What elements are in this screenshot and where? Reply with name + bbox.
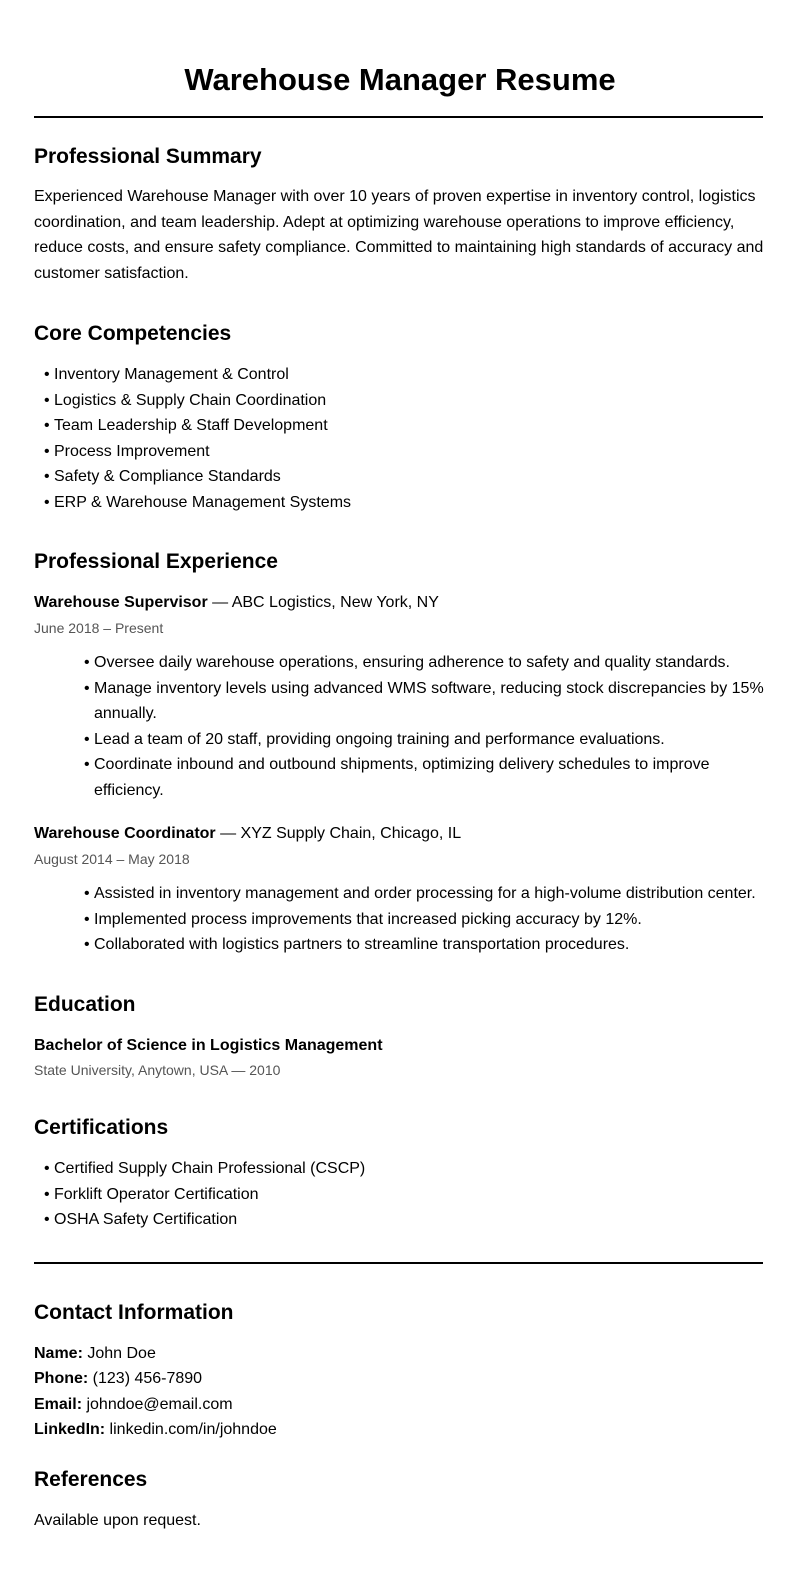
- job-dates: August 2014 – May 2018: [34, 851, 190, 867]
- contact-linkedin-value: linkedin.com/in/johndoe: [105, 1421, 277, 1438]
- list-item: • Forklift Operator Certification: [44, 1182, 744, 1208]
- contact-heading: Contact Information: [34, 1301, 234, 1324]
- list-item: • Team Leadership & Staff Development: [44, 413, 744, 439]
- list-item: • OSHA Safety Certification: [44, 1207, 744, 1233]
- contact-phone-value: (123) 456-7890: [88, 1370, 203, 1387]
- list-item: • Assisted in inventory management and order processing for a high-volume distribution center.: [84, 881, 774, 907]
- list-item: • Manage inventory levels using advanced WMS software, reducing stock discrepancies by 15% annually.: [84, 676, 764, 727]
- job-role: Warehouse Coordinator: [34, 825, 216, 842]
- page-title: Warehouse Manager Resume: [184, 62, 616, 97]
- contact-phone: [34, 1367, 202, 1391]
- education-degree: Bachelor of Science in Logistics Management: [34, 1037, 383, 1054]
- top-divider: [34, 116, 763, 118]
- summary-text: Experienced Warehouse Manager with over 10 years of proven expertise in inventory control, logistics coordination, and team leadership. Adept at optimizing warehouse operations to improve efficiency, reduce costs, and ensure safety compliance. Committed to maintaining high standards of accuracy and customer satisfaction.: [34, 188, 764, 282]
- list-item: • Implemented process improvements that increased picking accuracy by 12%.: [84, 907, 774, 933]
- job-company: — ABC Logistics, New York, NY: [207, 594, 439, 611]
- contact-phone-label: Phone:: [34, 1370, 89, 1387]
- certifications-heading: Certifications: [34, 1116, 169, 1139]
- list-item: • Oversee daily warehouse operations, ensuring adherence to safety and quality standards.: [84, 650, 764, 676]
- job-title: [34, 822, 461, 846]
- job-title: [34, 591, 439, 615]
- contact-email-value: johndoe@email.com: [82, 1396, 233, 1413]
- education-school: State University, Anytown, USA — 2010: [34, 1062, 281, 1078]
- job-role: Warehouse Supervisor: [34, 594, 208, 611]
- summary-heading: Professional Summary: [34, 145, 262, 168]
- competencies-heading: Core Competencies: [34, 322, 232, 345]
- job-bullets: [84, 881, 774, 958]
- contact-email-label: Email:: [34, 1396, 83, 1413]
- competencies-list: [44, 362, 744, 515]
- list-item: • ERP & Warehouse Management Systems: [44, 490, 744, 516]
- list-item: • Safety & Compliance Standards: [44, 464, 744, 490]
- references-heading: References: [34, 1468, 148, 1491]
- job-bullets: [84, 650, 764, 803]
- references-text: Available upon request.: [34, 1512, 201, 1529]
- list-item: • Lead a team of 20 staff, providing ongoing training and performance evaluations.: [84, 727, 764, 753]
- list-item: • Inventory Management & Control: [44, 362, 744, 388]
- contact-name: [34, 1342, 156, 1366]
- list-item: • Collaborated with logistics partners to streamline transportation procedures.: [84, 932, 774, 958]
- contact-divider: [34, 1262, 763, 1264]
- contact-name-label: Name:: [34, 1345, 83, 1362]
- contact-email: [34, 1393, 233, 1417]
- list-item: • Process Improvement: [44, 439, 744, 465]
- job-dates: June 2018 – Present: [34, 620, 164, 636]
- contact-linkedin: [34, 1418, 277, 1442]
- list-item: • Logistics & Supply Chain Coordination: [44, 388, 744, 414]
- experience-heading: Professional Experience: [34, 550, 278, 573]
- list-item: • Coordinate inbound and outbound shipments, optimizing delivery schedules to improve efficiency.: [84, 752, 764, 803]
- list-item: • Certified Supply Chain Professional (CSCP): [44, 1156, 744, 1182]
- job-company: — XYZ Supply Chain, Chicago, IL: [215, 825, 462, 842]
- certifications-list: [44, 1156, 744, 1233]
- education-heading: Education: [34, 993, 136, 1016]
- contact-name-value: John Doe: [82, 1345, 156, 1362]
- contact-linkedin-label: LinkedIn:: [34, 1421, 106, 1438]
